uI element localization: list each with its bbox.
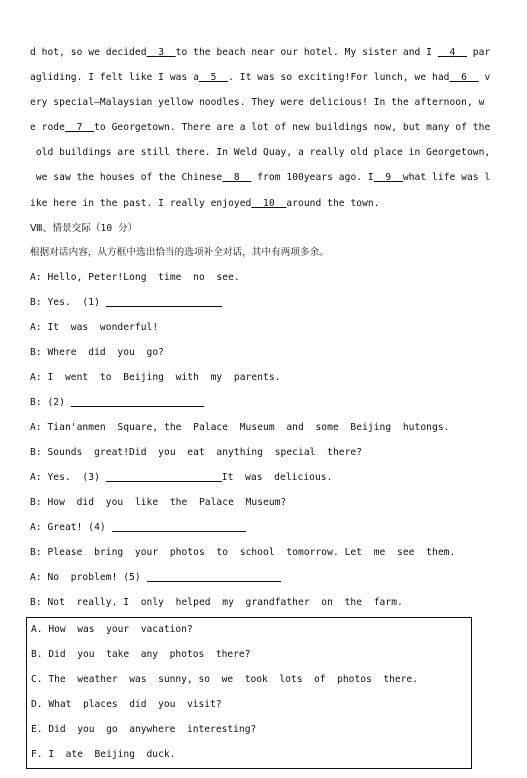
answer-blank-2[interactable] — [71, 396, 204, 407]
passage-line-1 — [30, 46, 500, 60]
passage-text: to the beach near our hotel. My sister and I — [175, 47, 438, 58]
option-f: F. I ate Beijing duck. — [31, 749, 176, 760]
blank-5: 5 — [210, 72, 217, 83]
option-c: C. The weather was sunny, so we took lots of photos there. — [31, 674, 418, 685]
dialogue-text: B: (2) — [30, 397, 71, 408]
options-box — [26, 617, 472, 769]
option-d: D. What places did you visit? — [31, 699, 222, 710]
blank-10: 10 — [263, 198, 275, 209]
passage-text: to Georgetown. There are a lot of new buildings now, but many of the — [94, 122, 491, 133]
passage-text: par — [466, 47, 491, 58]
dialogue-text: A: Great! (4) — [30, 522, 112, 533]
dialogue-line-1: A: Hello, Peter!Long time no see. — [30, 272, 240, 283]
answer-blank-1[interactable] — [106, 296, 222, 307]
dialogue-line-10: B: How did you like the Palace Museum? — [30, 497, 287, 508]
blank-7: 7 — [76, 122, 83, 133]
passage-text: v — [478, 72, 491, 83]
dialogue-line-2 — [30, 296, 500, 310]
option-e: E. Did you go anywhere interesting? — [31, 724, 257, 735]
blank-6: 6 — [461, 72, 467, 83]
blank-4: 4 — [449, 47, 456, 58]
answer-blank-4[interactable] — [112, 521, 246, 532]
answer-blank-3[interactable] — [106, 471, 222, 482]
dialogue-text: B: Yes. (1) — [30, 297, 106, 308]
section-instruction: 根据对话内容，从方框中选出恰当的选项补全对话，其中有两项多余。 — [30, 247, 329, 258]
passage-line-6 — [30, 171, 500, 185]
dialogue-line-6 — [30, 396, 500, 410]
passage-text: agliding. I felt like I was a — [30, 72, 199, 83]
section-heading: Ⅷ、情景交际（10 分） — [30, 223, 138, 234]
dialogue-line-9 — [30, 471, 500, 485]
passage-text: what life was l — [402, 172, 491, 183]
blank-3: 3 — [158, 47, 165, 58]
dialogue-line-12: B: Please bring your photos to school tomorrow. Let me see them. — [30, 547, 456, 558]
dialogue-line-5: A: I went to Beijing with my parents. — [30, 372, 281, 383]
dialogue-line-4: B: Where did you go? — [30, 347, 164, 358]
passage-line-2 — [30, 71, 500, 85]
dialogue-line-11 — [30, 521, 500, 535]
dialogue-text: A: No problem! (5) — [30, 572, 147, 583]
blank-8: 8 — [233, 172, 240, 183]
passage-line-3: ery special—Malaysian yellow noodles. They were delicious! In the afternoon, w — [30, 97, 485, 108]
passage-text: ike here in the past. I really enjoyed — [30, 198, 252, 209]
dialogue-text: A: Yes. (3) — [30, 472, 106, 483]
passage-text: we saw the houses of the Chinese — [30, 172, 223, 183]
passage-text: . It was so exciting!For lunch, we had — [228, 72, 450, 83]
dialogue-line-14: B: Not really. I only helped my grandfather on the farm. — [30, 597, 403, 608]
option-a: A. How was your vacation? — [31, 624, 193, 635]
passage-line-4 — [30, 121, 500, 135]
passage-text: e rode — [30, 122, 65, 133]
dialogue-line-3: A: It was wonderful! — [30, 322, 159, 333]
dialogue-text: It was delicious. — [221, 472, 333, 483]
dialogue-line-7: A: Tian'anmen Square, the Palace Museum and some Beijing hutongs. — [30, 422, 450, 433]
passage-text: around the town. — [286, 198, 380, 209]
passage-text: from 100years ago. I — [251, 172, 374, 183]
passage-line-5: old buildings are still there. In Weld Quay, a really old place in Georgetown, — [30, 147, 491, 158]
dialogue-line-8: B: Sounds great!Did you eat anything special there? — [30, 447, 363, 458]
option-b: B. Did you take any photos there? — [31, 649, 251, 660]
passage-line-7 — [30, 197, 500, 211]
dialogue-line-13 — [30, 571, 500, 585]
answer-blank-5[interactable] — [147, 571, 281, 582]
blank-9: 9 — [385, 172, 392, 183]
passage-text: d hot, so we decided — [30, 47, 147, 58]
